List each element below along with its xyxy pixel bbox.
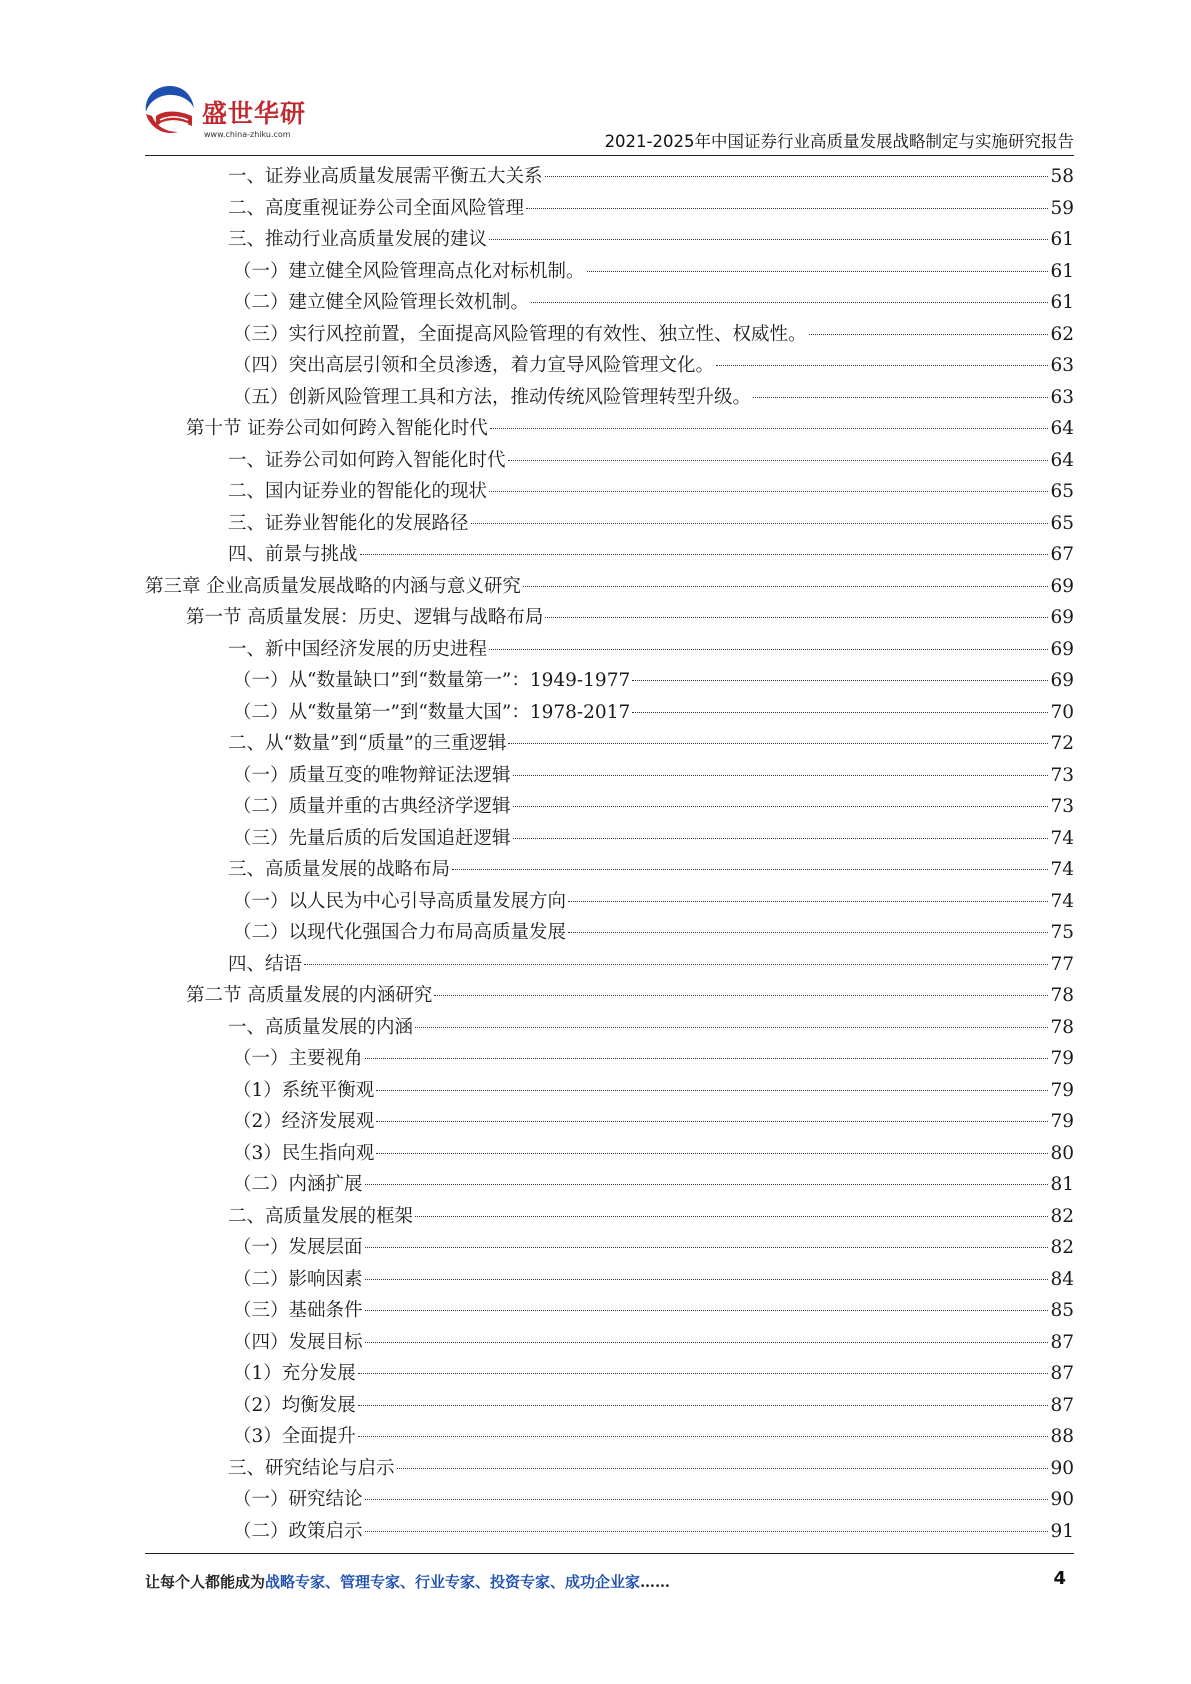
toc-entry-page: 74 [1050,890,1074,912]
slogan-prefix: 让每个人都能成为 [145,1573,266,1591]
toc-entry[interactable] [0,1232,1074,1264]
toc-leader-dots [360,554,1049,555]
toc-entry-page: 82 [1050,1205,1074,1227]
toc-entry-label: 三、高质量发展的战略布局 [228,859,451,880]
toc-leader-dots [471,523,1049,524]
toc-entry-label: （一）主要视角 [233,1048,363,1069]
toc-entry-label: 四、结语 [228,953,303,975]
toc-entry[interactable] [0,539,1074,571]
toc-leader-dots [365,1310,1049,1311]
toc-leader-dots [523,586,1049,587]
page-number: 4 [1053,1568,1066,1589]
toc-entry[interactable] [0,1012,1074,1044]
toc-entry-page: 77 [1050,953,1074,975]
slogan-highlight: 战略专家、管理专家、行业专家、投资专家、成功企业家 [265,1573,641,1591]
toc-entry-page: 61 [1050,260,1074,282]
toc-entry-label: （三）实行风控前置，全面提高风险管理的有效性、独立性、权威性。 [233,323,807,345]
toc-entry[interactable] [0,760,1074,792]
toc-leader-dots [545,176,1049,177]
toc-leader-dots [358,1373,1049,1374]
toc-leader-dots [489,649,1048,650]
toc-entry[interactable] [0,917,1074,949]
toc-leader-dots [376,1121,1048,1122]
logo-text: 盛世华研 [202,99,307,128]
toc-leader-dots [513,806,1049,807]
page-header [0,0,1191,160]
header-divider [145,155,1074,156]
toc-entry[interactable] [0,193,1074,225]
toc-entry-label: （五）创新风险管理工具和方法，推动传统风险管理转型升级。 [233,386,752,408]
footer-slogan [145,1571,670,1592]
toc-entry[interactable] [0,1390,1074,1422]
toc-leader-dots [508,460,1049,461]
toc-entry-page: 64 [1050,449,1074,471]
toc-leader-dots [376,1090,1048,1091]
logo-url: www.china-zhiku.com [204,130,291,139]
toc-entry[interactable] [0,728,1074,760]
toc-entry-page: 65 [1050,512,1074,534]
toc-entry-page: 63 [1050,355,1074,376]
toc-entry-label: （四）发展目标 [233,1331,363,1353]
toc-entry[interactable] [0,571,1074,603]
toc-entry-page: 67 [1050,544,1074,565]
toc-leader-dots [358,1436,1049,1437]
toc-entry-label: 三、研究结论与启示 [228,1457,395,1479]
toc-entry-page: 82 [1050,1237,1074,1258]
toc-entry-label: 二、从“数量”到“质量”的三重逻辑 [228,733,507,754]
toc-entry[interactable] [0,319,1074,351]
table-of-contents [0,161,1191,1547]
toc-entry-page: 73 [1050,764,1074,786]
toc-entry-label: （二）政策启示 [233,1520,363,1542]
toc-entry-label: （一）质量互变的唯物辩证法逻辑 [233,764,511,786]
toc-entry-label: （三）基础条件 [233,1300,363,1321]
toc-entry[interactable] [0,1484,1074,1516]
toc-entry-page: 74 [1050,859,1074,880]
toc-entry-page: 59 [1050,197,1074,219]
toc-entry[interactable] [0,1327,1074,1359]
toc-entry-page: 63 [1050,386,1074,408]
toc-entry-page: 75 [1050,922,1074,943]
toc-leader-dots [415,1027,1048,1028]
toc-entry-page: 58 [1050,166,1074,187]
toc-entry-label: （3）全面提升 [233,1426,356,1447]
toc-entry[interactable] [0,823,1074,855]
toc-entry-label: 二、高质量发展的框架 [228,1205,414,1227]
toc-entry-page: 74 [1050,827,1074,849]
toc-entry-page: 79 [1050,1079,1074,1101]
toc-entry-label: 二、国内证券业的智能化的现状 [228,481,488,502]
toc-entry[interactable] [0,1201,1074,1233]
toc-entry-page: 85 [1050,1300,1074,1321]
toc-entry-label: （1）充分发展 [233,1363,356,1384]
toc-entry-label: 第二节 高质量发展的内涵研究 [186,985,433,1006]
toc-entry-page: 87 [1050,1394,1074,1416]
toc-leader-dots [304,964,1048,965]
toc-leader-dots [716,365,1048,366]
toc-entry-page: 81 [1050,1174,1074,1195]
toc-entry-page: 78 [1050,985,1074,1006]
toc-entry-page: 90 [1050,1457,1074,1479]
toc-entry[interactable] [0,886,1074,918]
logo-emblem-icon [140,80,202,140]
toc-leader-dots [489,239,1048,240]
toc-entry[interactable] [0,697,1074,729]
toc-entry-label: 第一节 高质量发展：历史、逻辑与战略布局 [186,607,544,628]
toc-leader-dots [568,901,1048,902]
toc-leader-dots [632,712,1048,713]
toc-entry[interactable] [0,1295,1074,1327]
toc-entry[interactable] [0,980,1074,1012]
toc-entry-label: （1）系统平衡观 [233,1079,375,1101]
report-title: 2021-2025年中国证券行业高质量发展战略制定与实施研究报告 [604,132,1074,151]
toc-leader-dots [531,302,1048,303]
toc-entry-label: （二）建立健全风险管理长效机制。 [233,292,530,313]
toc-entry-page: 91 [1050,1520,1074,1542]
toc-entry-label: 三、推动行业高质量发展的建议 [228,229,488,250]
toc-entry[interactable] [0,1453,1074,1485]
toc-leader-dots [490,428,1049,429]
toc-entry[interactable] [0,382,1074,414]
toc-entry-label: （二）以现代化强国合力布局高质量发展 [233,922,567,943]
toc-entry-page: 78 [1050,1016,1074,1038]
toc-leader-dots [568,932,1048,933]
toc-entry-label: （二）从“数量第一”到“数量大国”：1978-2017 [233,701,631,723]
toc-entry[interactable] [0,161,1074,193]
toc-entry[interactable] [0,350,1074,382]
toc-entry[interactable] [0,634,1074,666]
footer-divider [145,1553,1074,1554]
toc-leader-dots [526,208,1048,209]
toc-entry-page: 64 [1050,418,1074,439]
toc-entry-page: 80 [1050,1142,1074,1164]
toc-entry-label: 一、新中国经济发展的历史进程 [228,638,488,660]
toc-entry-label: 一、高质量发展的内涵 [228,1016,414,1038]
company-logo [140,80,315,150]
toc-leader-dots [587,271,1049,272]
toc-entry-label: 一、证券业高质量发展需平衡五大关系 [228,166,543,187]
toc-entry-label: 一、证券公司如何跨入智能化时代 [228,449,506,471]
toc-leader-dots [452,869,1048,870]
toc-leader-dots [753,397,1048,398]
toc-entry-label: 三、证券业智能化的发展路径 [228,512,469,534]
toc-entry-label: （二）内涵扩展 [233,1174,363,1195]
toc-entry[interactable] [0,1516,1074,1548]
toc-entry-label: （一）研究结论 [233,1489,363,1510]
toc-entry-page: 79 [1050,1048,1074,1069]
toc-entry-page: 88 [1050,1426,1074,1447]
toc-leader-dots [513,775,1049,776]
toc-leader-dots [809,334,1049,335]
toc-entry-label: 四、前景与挑战 [228,544,358,565]
toc-leader-dots [434,995,1048,996]
toc-entry[interactable] [0,1075,1074,1107]
toc-entry[interactable] [0,287,1074,319]
toc-entry[interactable] [0,602,1074,634]
toc-entry-label: （一）从“数量缺口”到“数量第一”：1949-1977 [233,670,631,691]
toc-entry[interactable] [0,1138,1074,1170]
toc-entry-label: 第十节 证券公司如何跨入智能化时代 [186,418,488,439]
toc-entry-page: 69 [1050,670,1074,691]
toc-entry-page: 73 [1050,796,1074,817]
toc-entry-label: （2）均衡发展 [233,1394,356,1416]
toc-leader-dots [365,1499,1049,1500]
toc-entry-page: 69 [1050,638,1074,660]
toc-leader-dots [632,680,1048,681]
toc-entry-label: （二）影响因素 [233,1268,363,1290]
toc-entry-page: 84 [1050,1268,1074,1290]
toc-entry-page: 72 [1050,733,1074,754]
toc-entry-page: 70 [1050,701,1074,723]
toc-entry-page: 79 [1050,1111,1074,1132]
toc-leader-dots [513,838,1049,839]
toc-entry-label: （四）突出高层引领和全员渗透，着力宣导风险管理文化。 [233,355,715,376]
toc-entry-page: 69 [1050,607,1074,628]
toc-leader-dots [365,1184,1049,1185]
toc-entry-label: （一）建立健全风险管理高点化对标机制。 [233,260,585,282]
toc-entry-label: （三）先量后质的后发国追赶逻辑 [233,827,511,849]
toc-entry-page: 65 [1050,481,1074,502]
toc-entry-page: 61 [1050,292,1074,313]
toc-entry[interactable] [0,476,1074,508]
toc-entry[interactable] [0,445,1074,477]
toc-entry-label: （二）质量并重的古典经济学逻辑 [233,796,511,817]
toc-leader-dots [508,743,1048,744]
toc-entry[interactable] [0,1358,1074,1390]
toc-entry[interactable] [0,1421,1074,1453]
toc-leader-dots [365,1058,1049,1059]
toc-entry[interactable] [0,1043,1074,1075]
toc-entry-label: （一）以人民为中心引导高质量发展方向 [233,890,567,912]
toc-entry[interactable] [0,508,1074,540]
toc-entry-page: 62 [1050,323,1074,345]
toc-entry[interactable] [0,224,1074,256]
toc-entry[interactable] [0,1106,1074,1138]
toc-entry-label: （一）发展层面 [233,1237,363,1258]
toc-entry-label: （2）经济发展观 [233,1111,375,1132]
slogan-suffix: …… [640,1573,671,1591]
toc-entry-page: 87 [1050,1363,1074,1384]
toc-leader-dots [545,617,1048,618]
toc-entry-label: 二、高度重视证券公司全面风险管理 [228,197,525,219]
toc-entry-page: 87 [1050,1331,1074,1353]
toc-leader-dots [365,1342,1049,1343]
toc-entry[interactable] [0,1169,1074,1201]
toc-leader-dots [358,1405,1049,1406]
toc-entry-label: （3）民生指向观 [233,1142,375,1164]
toc-leader-dots [376,1153,1048,1154]
toc-entry[interactable] [0,791,1074,823]
toc-leader-dots [365,1279,1049,1280]
toc-entry[interactable] [0,1264,1074,1296]
toc-leader-dots [397,1468,1049,1469]
toc-entry[interactable] [0,665,1074,697]
toc-entry-page: 69 [1050,575,1074,597]
toc-entry[interactable] [0,949,1074,981]
toc-entry[interactable] [0,256,1074,288]
toc-leader-dots [415,1216,1048,1217]
toc-entry-label: 第三章 企业高质量发展战略的内涵与意义研究 [145,575,521,597]
toc-leader-dots [365,1247,1049,1248]
toc-entry-page: 90 [1050,1489,1074,1510]
toc-leader-dots [489,491,1048,492]
toc-leader-dots [365,1531,1049,1532]
toc-entry-page: 61 [1050,229,1074,250]
toc-entry[interactable] [0,413,1074,445]
toc-entry[interactable] [0,854,1074,886]
